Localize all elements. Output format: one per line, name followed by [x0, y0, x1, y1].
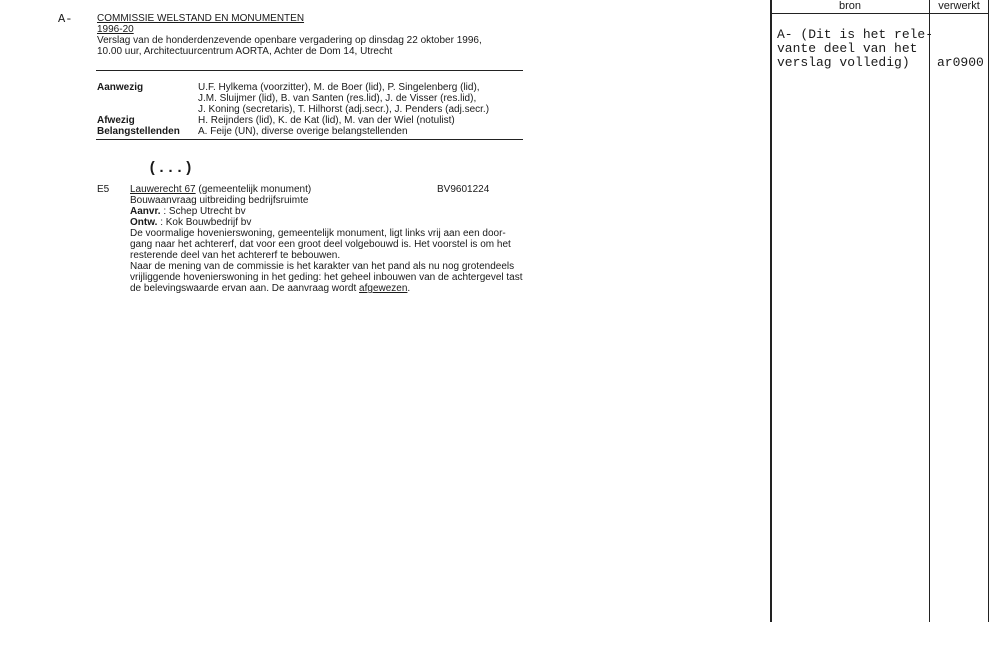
meeting-description-line-1: Verslag van de honderdenzevende openbare vergadering op dinsdag 22 oktober 1996,: [97, 35, 482, 46]
belangstellenden-label: Belangstellenden: [97, 126, 180, 137]
body-line-2: gang naar het achtererf, dat voor een groot deel volgebouwd is. Het voorstel is om het: [130, 239, 511, 250]
item-code: E5: [97, 184, 110, 195]
body-line-6-end: .: [407, 283, 411, 294]
body-line-5: vrijliggende hovenierswoning in het geding: het geheel inbouwen van de achtergevel tast: [130, 272, 523, 283]
aanwezig-line-3: J. Koning (secretaris), T. Hilhorst (adj.secr.), J. Penders (adj.secr.): [198, 104, 490, 115]
belangstellenden-list: A. Feije (UN), diverse overige belangstellenden: [198, 126, 408, 137]
aanwezig-line-2: J.M. Sluijmer (lid), B. van Santen (res.lid), J. de Visser (res.lid),: [198, 93, 477, 104]
table-left-border: [770, 0, 772, 622]
aanwezig-line-1: U.F. Hylkema (voorzitter), M. de Boer (lid), P. Singelenberg (lid),: [198, 82, 480, 93]
source-note-line-3: verslag volledig): [777, 55, 910, 70]
aanwezig-label: Aanwezig: [97, 82, 144, 93]
table-header-divider: [771, 13, 988, 14]
processed-code: ar0900: [937, 55, 984, 70]
designer-value: : Kok Bouwbedrijf bv: [160, 217, 252, 228]
applicant-line: [130, 206, 523, 217]
item-address-note: (gemeentelijk monument): [198, 184, 312, 195]
agenda-item: [130, 184, 523, 294]
body-line-1: De voormalige hovenierswoning, gemeentelijk monument, ligt links vrij aan een door-: [130, 228, 506, 239]
source-note-line-1: A- (Dit is het rele-: [777, 27, 934, 42]
body-line-6: [130, 283, 523, 294]
applicant-value: : Schep Utrecht bv: [163, 206, 246, 217]
aanwezig-list: [198, 82, 489, 115]
item-reference: BV9601224: [437, 184, 490, 195]
item-address: Lauwerecht 67: [130, 184, 196, 195]
table-right-border: [988, 0, 989, 622]
margin-marker: A-: [58, 12, 73, 26]
designer-label: Ontw.: [130, 217, 158, 228]
committee-title: COMMISSIE WELSTAND EN MONUMENTEN: [97, 13, 305, 24]
meeting-number: 1996-20: [97, 24, 134, 35]
decision: afgewezen: [359, 283, 408, 294]
item-address-line: [130, 184, 523, 195]
document-header: [97, 13, 482, 57]
meeting-description-line-2: 10.00 uur, Architectuurcentrum AORTA, Achter de Dom 14, Utrecht: [97, 46, 393, 57]
column-header-verwerkt: verwerkt: [938, 0, 980, 12]
afwezig-list: H. Reijnders (lid), K. de Kat (lid), M. van der Wiel (notulist): [198, 115, 455, 126]
body-line-3: resterende deel van het achtererf te bebouwen.: [130, 250, 341, 261]
attendance-divider: [96, 139, 523, 140]
body-line-4: Naar de mening van de commissie is het karakter van het pand als nu nog grotendeels: [130, 261, 515, 272]
source-note-line-2: vante deel van het: [777, 41, 918, 56]
afwezig-label: Afwezig: [97, 115, 135, 126]
table-column-divider: [929, 0, 930, 622]
omission-mark: (...): [148, 160, 194, 177]
header-divider: [96, 70, 523, 71]
source-note: [777, 28, 933, 70]
column-header-bron: bron: [838, 0, 862, 12]
applicant-label: Aanvr.: [130, 206, 161, 217]
body-line-6-text: de belevingswaarde ervan aan. De aanvraag wordt: [130, 283, 360, 294]
item-subject: Bouwaanvraag uitbreiding bedrijfsruimte: [130, 195, 309, 206]
designer-line: [130, 217, 523, 228]
